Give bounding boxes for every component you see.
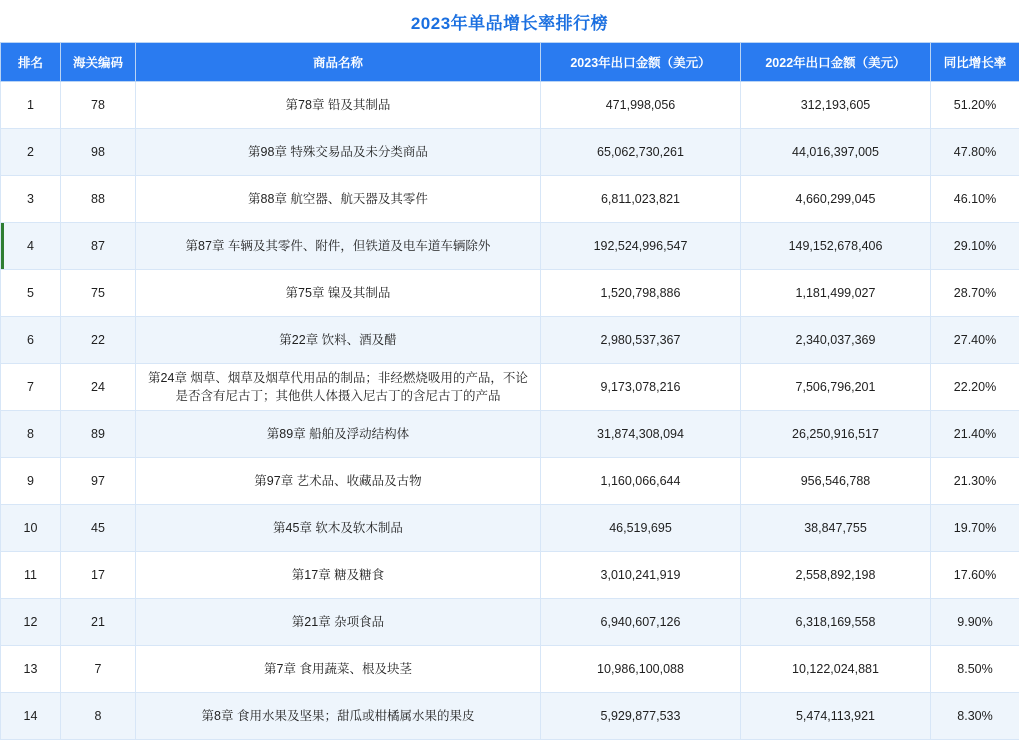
column-header-export-2023[interactable]: 2023年出口金额（美元） (541, 43, 741, 82)
cell-product-name: 第75章 镍及其制品 (136, 270, 541, 317)
cell-export-2023: 65,062,730,261 (541, 129, 741, 176)
column-header-rank[interactable]: 排名 (1, 43, 61, 82)
cell-export-2022: 956,546,788 (741, 458, 931, 505)
table-row[interactable] (1, 129, 1019, 176)
cell-export-2023: 1,160,066,644 (541, 458, 741, 505)
cell-customs-code: 7 (61, 646, 136, 693)
table-row[interactable] (1, 599, 1019, 646)
cell-growth-rate: 8.30% (931, 693, 1019, 740)
cell-export-2023: 9,173,078,216 (541, 364, 741, 411)
cell-export-2022: 2,340,037,369 (741, 317, 931, 364)
cell-export-2023: 31,874,308,094 (541, 411, 741, 458)
cell-export-2023: 5,929,877,533 (541, 693, 741, 740)
table-row[interactable] (1, 82, 1019, 129)
cell-growth-rate: 27.40% (931, 317, 1019, 364)
cell-growth-rate: 8.50% (931, 646, 1019, 693)
cell-customs-code: 97 (61, 458, 136, 505)
column-header-customs-code[interactable]: 海关编码 (61, 43, 136, 82)
cell-export-2022: 44,016,397,005 (741, 129, 931, 176)
table-row[interactable] (1, 270, 1019, 317)
cell-export-2023: 192,524,996,547 (541, 223, 741, 270)
cell-rank: 9 (1, 458, 61, 505)
cell-product-name: 第97章 艺术品、收藏品及古物 (136, 458, 541, 505)
column-header-growth-rate[interactable]: 同比增长率 (931, 43, 1019, 82)
column-header-product-name[interactable]: 商品名称 (136, 43, 541, 82)
cell-export-2023: 3,010,241,919 (541, 552, 741, 599)
cell-customs-code: 24 (61, 364, 136, 411)
table-row[interactable] (1, 223, 1019, 270)
cell-export-2022: 2,558,892,198 (741, 552, 931, 599)
cell-product-name: 第89章 船舶及浮动结构体 (136, 411, 541, 458)
table-row[interactable] (1, 317, 1019, 364)
ranking-table (0, 42, 1019, 740)
cell-export-2023: 2,980,537,367 (541, 317, 741, 364)
cell-customs-code: 88 (61, 176, 136, 223)
cell-rank: 14 (1, 693, 61, 740)
cell-rank: 6 (1, 317, 61, 364)
cell-product-name: 第98章 特殊交易品及未分类商品 (136, 129, 541, 176)
cell-customs-code: 21 (61, 599, 136, 646)
cell-rank: 10 (1, 505, 61, 552)
cell-customs-code: 75 (61, 270, 136, 317)
cell-product-name: 第78章 铅及其制品 (136, 82, 541, 129)
cell-export-2022: 149,152,678,406 (741, 223, 931, 270)
cell-export-2022: 26,250,916,517 (741, 411, 931, 458)
cell-customs-code: 22 (61, 317, 136, 364)
cell-rank: 11 (1, 552, 61, 599)
cell-rank: 1 (1, 82, 61, 129)
cell-product-name: 第7章 食用蔬菜、根及块茎 (136, 646, 541, 693)
cell-customs-code: 89 (61, 411, 136, 458)
table-row[interactable] (1, 364, 1019, 411)
table-row[interactable] (1, 552, 1019, 599)
table-row[interactable] (1, 411, 1019, 458)
cell-growth-rate: 21.40% (931, 411, 1019, 458)
cell-rank: 12 (1, 599, 61, 646)
cell-growth-rate: 19.70% (931, 505, 1019, 552)
cell-product-name: 第21章 杂项食品 (136, 599, 541, 646)
cell-export-2023: 10,986,100,088 (541, 646, 741, 693)
cell-growth-rate: 17.60% (931, 552, 1019, 599)
cell-product-name: 第17章 糖及糖食 (136, 552, 541, 599)
cell-export-2022: 312,193,605 (741, 82, 931, 129)
cell-export-2022: 6,318,169,558 (741, 599, 931, 646)
cell-product-name: 第22章 饮料、酒及醋 (136, 317, 541, 364)
cell-export-2022: 7,506,796,201 (741, 364, 931, 411)
cell-customs-code: 78 (61, 82, 136, 129)
table-header (1, 43, 1019, 82)
cell-export-2022: 4,660,299,045 (741, 176, 931, 223)
cell-product-name: 第88章 航空器、航天器及其零件 (136, 176, 541, 223)
table-row[interactable] (1, 176, 1019, 223)
table-header-row (1, 43, 1019, 82)
table-row[interactable] (1, 646, 1019, 693)
cell-export-2022: 38,847,755 (741, 505, 931, 552)
table-row[interactable] (1, 458, 1019, 505)
cell-rank: 5 (1, 270, 61, 317)
cell-customs-code: 87 (61, 223, 136, 270)
table-row[interactable] (1, 693, 1019, 740)
cell-growth-rate: 21.30% (931, 458, 1019, 505)
table-body (1, 82, 1019, 740)
cell-growth-rate: 22.20% (931, 364, 1019, 411)
cell-growth-rate: 47.80% (931, 129, 1019, 176)
cell-growth-rate: 46.10% (931, 176, 1019, 223)
cell-customs-code: 98 (61, 129, 136, 176)
cell-export-2023: 1,520,798,886 (541, 270, 741, 317)
cell-rank: 8 (1, 411, 61, 458)
cell-rank: 7 (1, 364, 61, 411)
cell-growth-rate: 29.10% (931, 223, 1019, 270)
cell-product-name: 第24章 烟草、烟草及烟草代用品的制品；非经燃烧吸用的产品，不论是否含有尼古丁；其他供人体摄入尼古丁的含尼古丁的产品 (136, 364, 541, 411)
page-title: 2023年单品增长率排行榜 (0, 0, 1019, 42)
cell-growth-rate: 51.20% (931, 82, 1019, 129)
cell-export-2023: 46,519,695 (541, 505, 741, 552)
cell-rank: 2 (1, 129, 61, 176)
cell-rank: 4 (1, 223, 61, 270)
cell-export-2022: 10,122,024,881 (741, 646, 931, 693)
cell-customs-code: 8 (61, 693, 136, 740)
cell-rank: 3 (1, 176, 61, 223)
cell-product-name: 第8章 食用水果及坚果；甜瓜或柑橘属水果的果皮 (136, 693, 541, 740)
cell-export-2023: 6,940,607,126 (541, 599, 741, 646)
cell-rank: 13 (1, 646, 61, 693)
cell-export-2023: 471,998,056 (541, 82, 741, 129)
table-row[interactable] (1, 505, 1019, 552)
cell-export-2023: 6,811,023,821 (541, 176, 741, 223)
cell-growth-rate: 9.90% (931, 599, 1019, 646)
cell-product-name: 第45章 软木及软木制品 (136, 505, 541, 552)
cell-growth-rate: 28.70% (931, 270, 1019, 317)
cell-product-name: 第87章 车辆及其零件、附件，但铁道及电车道车辆除外 (136, 223, 541, 270)
column-header-export-2022[interactable]: 2022年出口金额（美元） (741, 43, 931, 82)
cell-export-2022: 5,474,113,921 (741, 693, 931, 740)
cell-customs-code: 17 (61, 552, 136, 599)
cell-export-2022: 1,181,499,027 (741, 270, 931, 317)
cell-customs-code: 45 (61, 505, 136, 552)
